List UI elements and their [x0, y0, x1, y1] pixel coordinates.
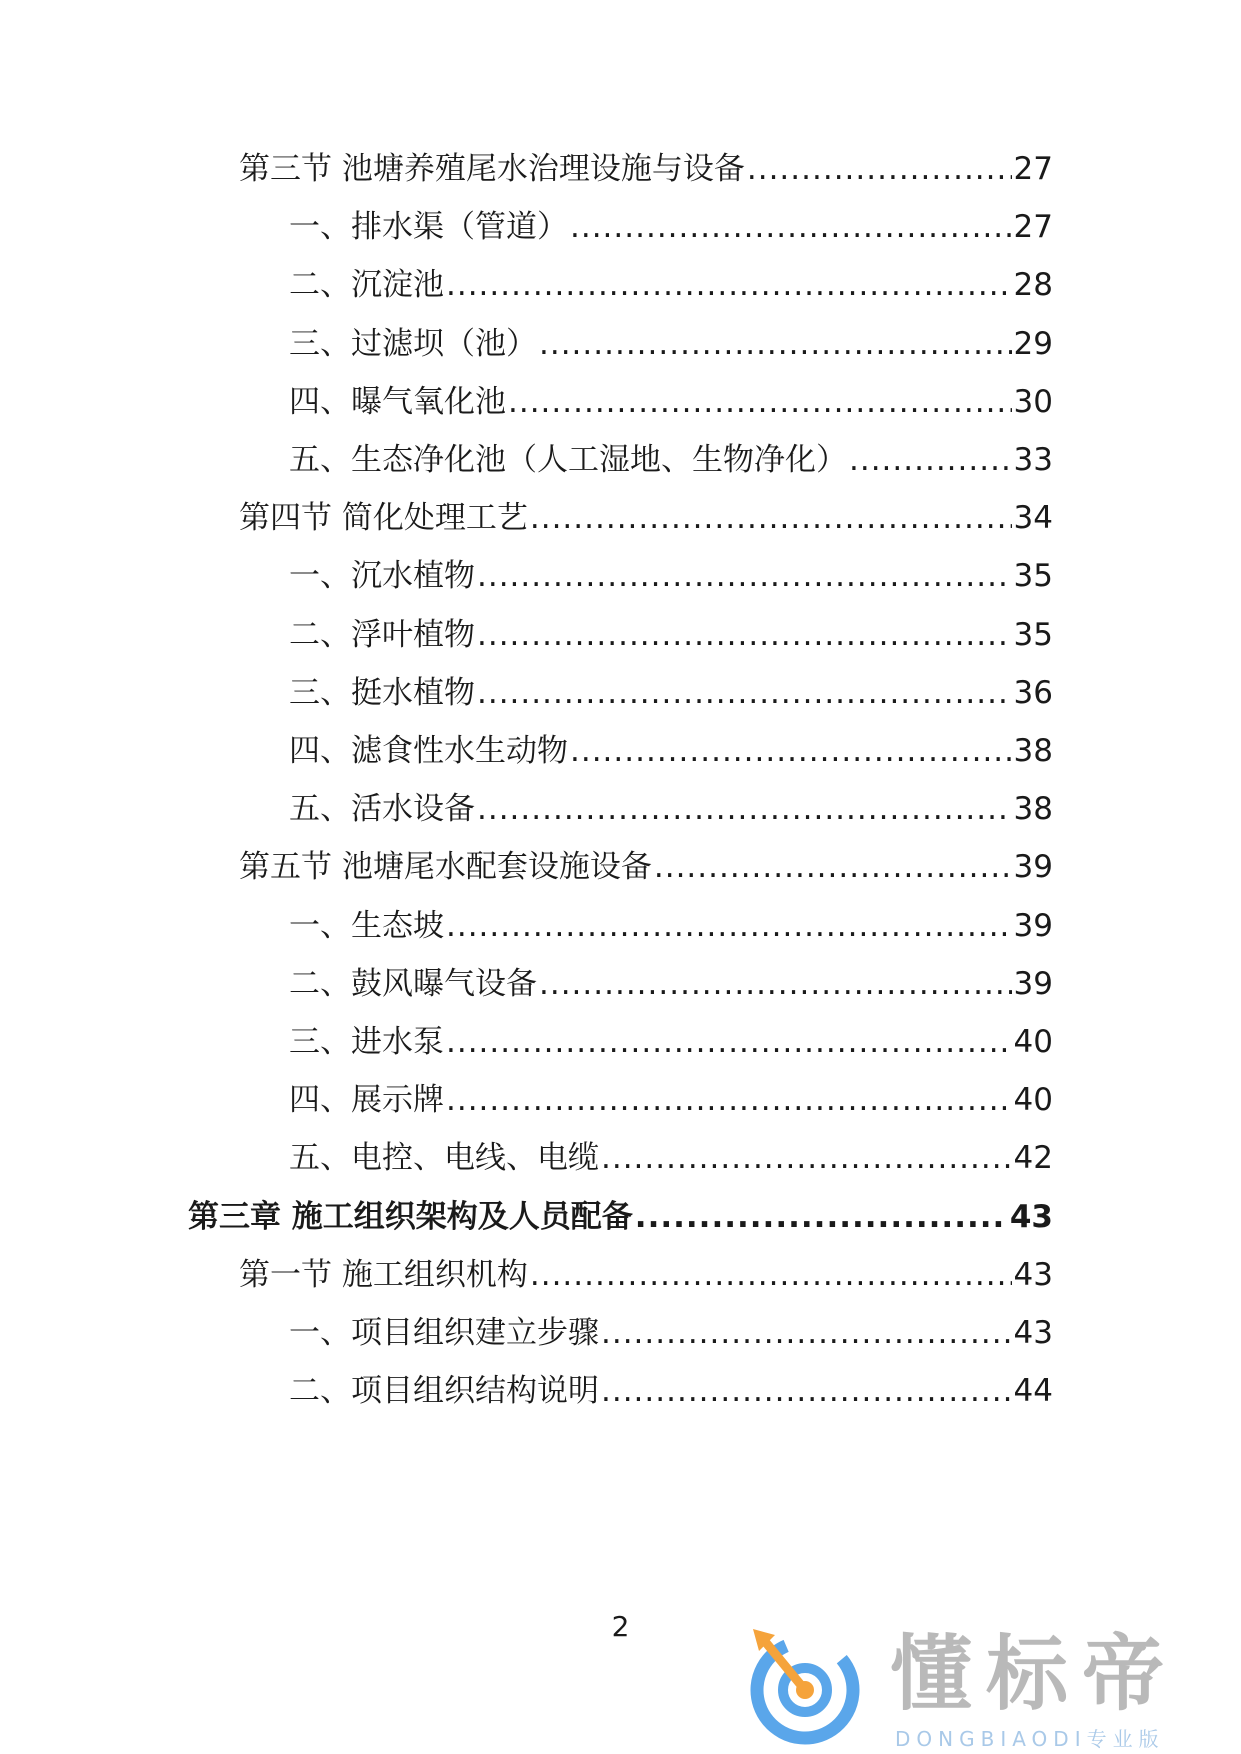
toc-entry-label: 三、过滤坝（池）	[289, 325, 537, 362]
toc-entry-label: 四、展示牌	[289, 1082, 444, 1119]
watermark	[745, 1625, 1225, 1750]
toc-entry-label: 四、滤食性水生动物	[289, 733, 568, 769]
toc-leader-dots	[530, 1250, 1012, 1300]
toc-entry-label: 一、沉水植物	[289, 558, 475, 595]
toc-entry[interactable]	[289, 1366, 1053, 1416]
toc-entry-page: 40	[1013, 1024, 1053, 1060]
toc-entry[interactable]	[289, 319, 1053, 369]
toc-entry[interactable]	[289, 1133, 1053, 1183]
toc-leader-dots	[570, 202, 1012, 252]
toc-entry-page: 43	[1013, 1256, 1053, 1293]
toc-entry-label: 四、曝气氧化池	[289, 383, 506, 420]
watermark-title: 懂标帝	[890, 1627, 1179, 1722]
toc-leader-dots	[539, 319, 1012, 369]
toc-entry-label: 二、鼓风曝气设备	[289, 965, 537, 1002]
toc-entry[interactable]	[289, 435, 1053, 485]
toc-entry-label: 三、进水泵	[289, 1024, 444, 1060]
toc-entry-label: 五、生态净化池（人工湿地、生物净化）	[289, 442, 847, 478]
toc-entry[interactable]	[188, 1192, 1053, 1242]
toc-entry-page: 35	[1013, 558, 1053, 595]
toc-entry-label: 第三节 池塘养殖尾水治理设施与设备	[239, 151, 745, 187]
toc-entry-page: 43	[1009, 1198, 1053, 1235]
toc-entry[interactable]	[289, 959, 1053, 1009]
toc-entry-label: 五、活水设备	[289, 791, 475, 828]
toc-entry[interactable]	[239, 493, 1053, 543]
toc-leader-dots	[477, 784, 1012, 834]
toc-entry-label: 第五节 池塘尾水配套设施设备	[239, 849, 652, 886]
toc-entry-page: 38	[1013, 791, 1053, 828]
toc-entry-label: 第三章 施工组织架构及人员配备	[188, 1198, 633, 1235]
toc-leader-dots	[446, 260, 1012, 310]
toc-leader-dots	[446, 1075, 1012, 1125]
toc-entry[interactable]	[289, 784, 1053, 834]
toc-leader-dots	[654, 842, 1012, 892]
toc-entry[interactable]	[239, 1250, 1053, 1300]
toc-entry[interactable]	[239, 842, 1053, 892]
toc-entry-page: 38	[1013, 733, 1053, 769]
toc-leader-dots	[508, 377, 1012, 427]
toc-entry-page: 39	[1013, 965, 1053, 1002]
toc-entry-page: 40	[1013, 1082, 1053, 1119]
toc-entry-label: 第四节 简化处理工艺	[239, 500, 528, 537]
toc-entry[interactable]	[289, 377, 1053, 427]
toc-entry-label: 二、浮叶植物	[289, 616, 475, 653]
toc-entry[interactable]	[289, 610, 1053, 660]
toc-leader-dots	[446, 1017, 1012, 1067]
toc-leader-dots	[570, 726, 1012, 776]
toc-leader-dots	[539, 959, 1012, 1009]
toc-entry[interactable]	[289, 202, 1053, 252]
toc-entry-page: 39	[1013, 849, 1053, 886]
toc-entry[interactable]	[289, 1017, 1053, 1067]
toc-entry-label: 二、项目组织结构说明	[289, 1373, 599, 1410]
toc-leader-dots	[849, 435, 1012, 485]
toc-entry[interactable]	[289, 1075, 1053, 1125]
toc-leader-dots	[530, 493, 1012, 543]
toc-leader-dots	[747, 144, 1012, 194]
toc-entry[interactable]	[289, 260, 1053, 310]
target-icon	[745, 1625, 865, 1750]
toc-entry-page: 35	[1013, 616, 1053, 653]
toc-leader-dots	[601, 1308, 1012, 1358]
toc-entry-page: 39	[1013, 907, 1053, 944]
page-number: 2	[611, 1610, 630, 1643]
toc-entry-page: 44	[1013, 1373, 1053, 1410]
toc-entry-label: 一、生态坡	[289, 907, 444, 944]
toc-entry-label: 一、项目组织建立步骤	[289, 1315, 599, 1351]
toc-entry-label: 一、排水渠（管道）	[289, 209, 568, 246]
toc-leader-dots	[601, 1366, 1012, 1416]
toc-entry-label: 三、挺水植物	[289, 674, 475, 711]
toc-leader-dots	[635, 1192, 1008, 1242]
toc-leader-dots	[477, 668, 1012, 718]
toc-entry[interactable]	[289, 668, 1053, 718]
toc-leader-dots	[477, 610, 1012, 660]
toc-entry[interactable]	[289, 1308, 1053, 1358]
toc-entry[interactable]	[289, 551, 1053, 601]
toc-entry-page: 27	[1013, 151, 1053, 187]
toc-entry-page: 43	[1013, 1315, 1053, 1351]
toc-entry-page: 33	[1013, 442, 1053, 478]
watermark-subtitle: DONGBIAODI专业版	[895, 1727, 1165, 1751]
toc-entry-page: 34	[1013, 500, 1053, 537]
toc-entry-page: 29	[1013, 325, 1053, 362]
toc-entry-page: 28	[1013, 267, 1053, 304]
toc-entry-label: 二、沉淀池	[289, 267, 444, 304]
toc-entry[interactable]	[289, 726, 1053, 776]
toc-entry[interactable]	[239, 144, 1053, 194]
toc-entry-page: 30	[1013, 383, 1053, 420]
toc-entry-label: 第一节 施工组织机构	[239, 1256, 528, 1293]
toc-leader-dots	[477, 551, 1012, 601]
toc-entry-page: 36	[1013, 674, 1053, 711]
toc-entry-page: 42	[1013, 1140, 1053, 1177]
toc-entry[interactable]	[289, 901, 1053, 951]
toc-entry-page: 27	[1013, 209, 1053, 246]
toc-entry-label: 五、电控、电线、电缆	[289, 1140, 599, 1177]
toc-leader-dots	[601, 1133, 1012, 1183]
toc-leader-dots	[446, 901, 1012, 951]
